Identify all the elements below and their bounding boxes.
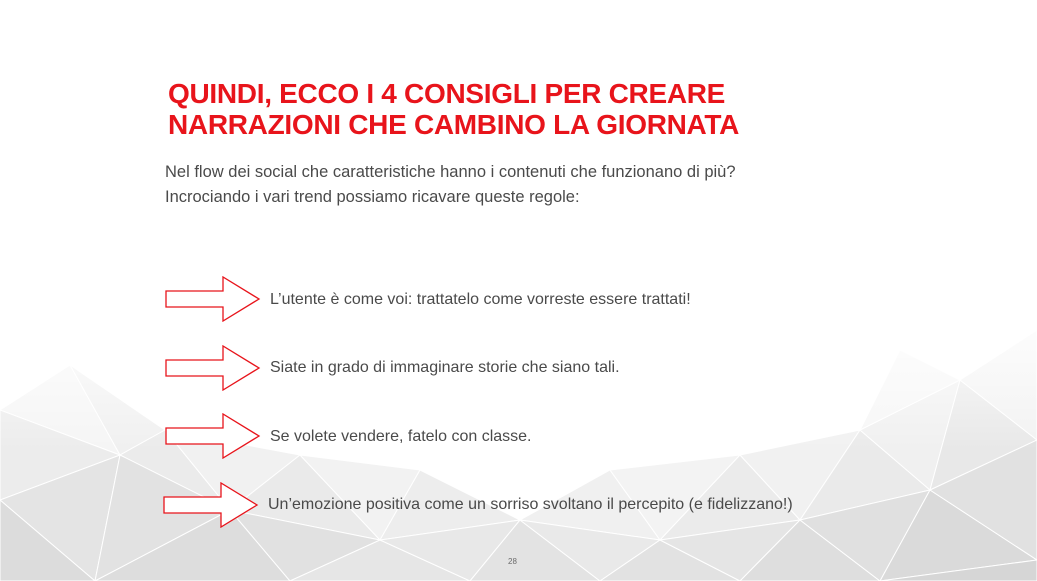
- intro-line-1: Nel flow dei social che caratteristiche hanno i contenuti che funzionano di più?: [165, 163, 736, 181]
- tip-item-4: Un’emozione positiva come un sorriso svoltano il percepito (e fidelizzano!): [268, 496, 793, 513]
- slide-title: [168, 78, 868, 140]
- right-arrow-outline-icon: [163, 482, 259, 528]
- slide-title-line-2: NARRAZIONI CHE CAMBINO LA GIORNATA: [168, 109, 740, 140]
- intro-paragraph: [165, 160, 885, 210]
- page-number: 28: [508, 557, 517, 566]
- right-arrow-outline-icon: [165, 276, 261, 322]
- tip-item-2: Siate in grado di immaginare storie che siano tali.: [270, 359, 620, 376]
- intro-line-2: Incrociando i vari trend possiamo ricavare queste regole:: [165, 188, 580, 206]
- right-arrow-outline-icon: [165, 413, 261, 459]
- right-arrow-outline-icon: [165, 345, 261, 391]
- slide-title-line-1: QUINDI, ECCO I 4 CONSIGLI PER CREARE: [168, 78, 726, 109]
- tip-item-1: L’utente è come voi: trattatelo come vorreste essere trattati!: [270, 291, 691, 308]
- tip-item-3: Se volete vendere, fatelo con classe.: [270, 428, 532, 445]
